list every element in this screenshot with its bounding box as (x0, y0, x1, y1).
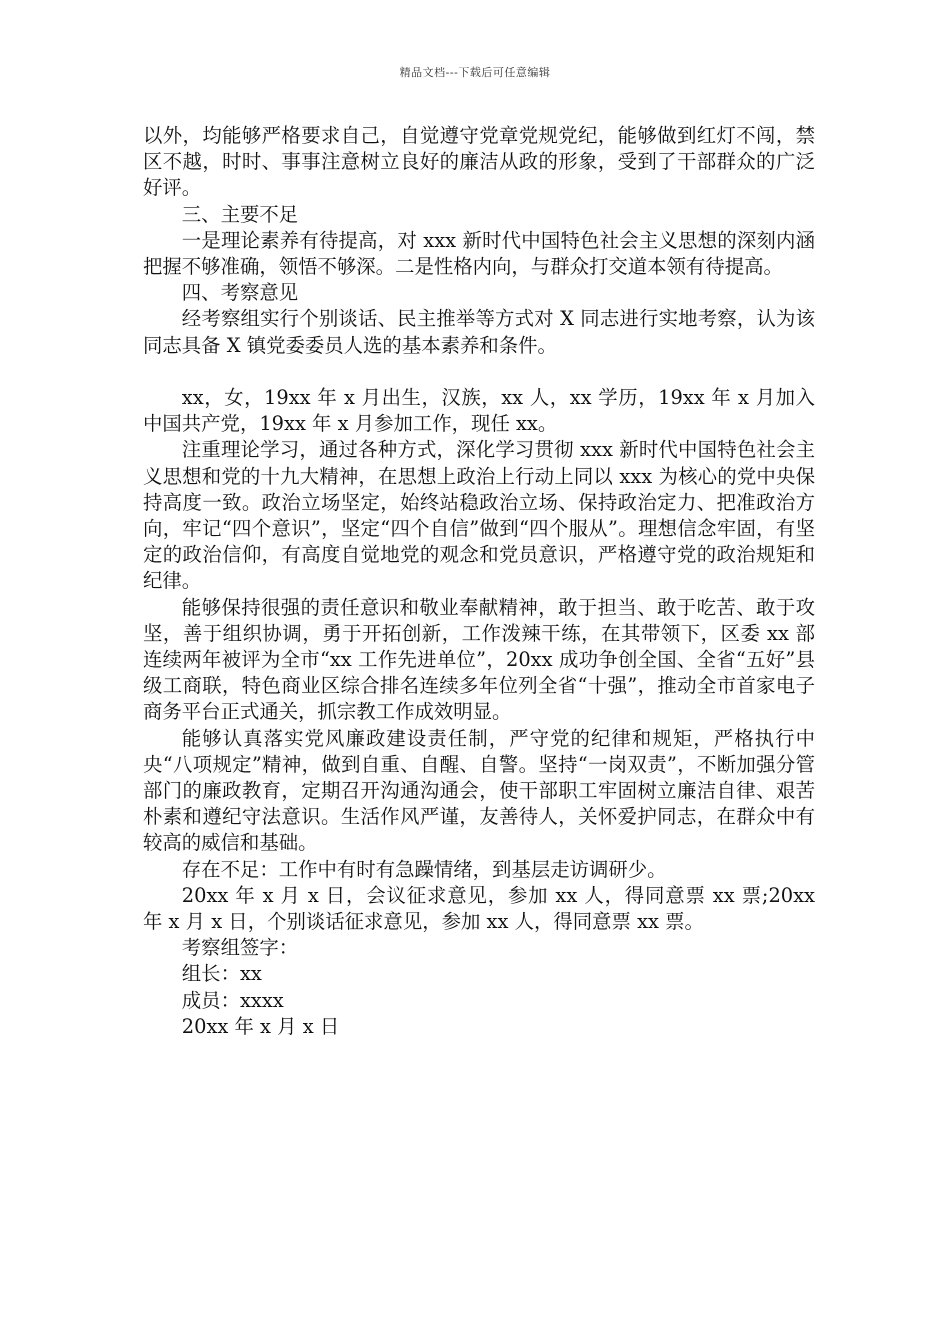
blank-line (143, 359, 815, 385)
paragraph-deficiency: 存在不足：工作中有时有急躁情绪，到基层走访调研少。 (181, 857, 667, 881)
signature-leader: 组长：xx (181, 962, 262, 986)
signature-date: 20xx 年 x 月 x 日 (181, 1014, 340, 1038)
section-heading-opinion: 四、考察意见 (181, 281, 299, 305)
paragraph-opinion: 经考察组实行个别谈话、民主推举等方式对 X 同志进行实地考察，认为该同志具备 X 镇党委委员人选的基本素养和条件。 (143, 307, 815, 357)
signature-title: 考察组签字： (181, 936, 299, 960)
section-heading-shortcomings: 三、主要不足 (181, 202, 299, 226)
page-header: 精品文档---下载后可任意编辑 (399, 66, 551, 79)
paragraph-integrity: 以外，均能够严格要求自己，自觉遵守党章党规党纪，能够做到红灯不闯，禁区不越，时时、事事注意树立良好的廉洁从政的形象，受到了干部群众的广泛好评。 (143, 124, 815, 200)
paragraph-voting: 20xx 年 x 月 x 日，会议征求意见，参加 xx 人，得同意票 xx 票;20xx 年 x 月 x 日，个别谈话征求意见，参加 xx 人，得同意票 xx 票。 (143, 883, 815, 934)
paragraph-profile: xx，女，19xx 年 x 月出生，汉族，xx 人，xx 学历，19xx 年 x 月加入中国共产党，19xx 年 x 月参加工作，现任 xx。 (143, 386, 815, 436)
signature-members: 成员：xxxx (181, 988, 284, 1012)
paragraph-shortcomings: 一是理论素养有待提高，对 xxx 新时代中国特色社会主义思想的深刻内涵把握不够准确，领悟不够深。二是性格内向，与群众打交道本领有待提高。 (143, 228, 815, 279)
paragraph-clean-governance: 能够认真落实党风廉政建设责任制，严守党的纪律和规矩，严格执行中央“八项规定”精神，做到自重、自醒、自警。坚持“一岗双责”，不断加强分管部门的廉政教育，定期召开沟通沟通会，使干部职工牢固树立廉洁自律、艰苦朴素和遵纪守法意识。生活作风严谨，友善待人，关怀爱护同志，在群众中有较高的威信和基础。 (143, 726, 815, 855)
document-body (143, 123, 815, 1040)
paragraph-responsibility: 能够保持很强的责任意识和敬业奉献精神，敢于担当、敢于吃苦、敢于攻坚，善于组织协调，勇于开拓创新，工作泼辣干练，在其带领下，区委 xx 部连续两年被评为全市“xx 工作先进单位”，20xx 成功争创全国、全省“五好”县级工商联，特色商业区综合排名连续多年位列全省“十强”，推动全市首家电子商务平台正式通关，抓宗教工作成效明显。 (143, 595, 815, 724)
paragraph-theory-study: 注重理论学习，通过各种方式，深化学习贯彻 xxx 新时代中国特色社会主义思想和党的十九大精神，在思想上政治上行动上同以 xxx 为核心的党中央保持高度一致。政治立场坚定，始终站稳政治立场、保持政治定力、把准政治方向，牢记“四个意识”，坚定“四个自信”做到“四个服从”。理想信念牢固，有坚定的政治信仰，有高度自觉地党的观念和党员意识，严格遵守党的政治规矩和纪律。 (143, 438, 815, 593)
